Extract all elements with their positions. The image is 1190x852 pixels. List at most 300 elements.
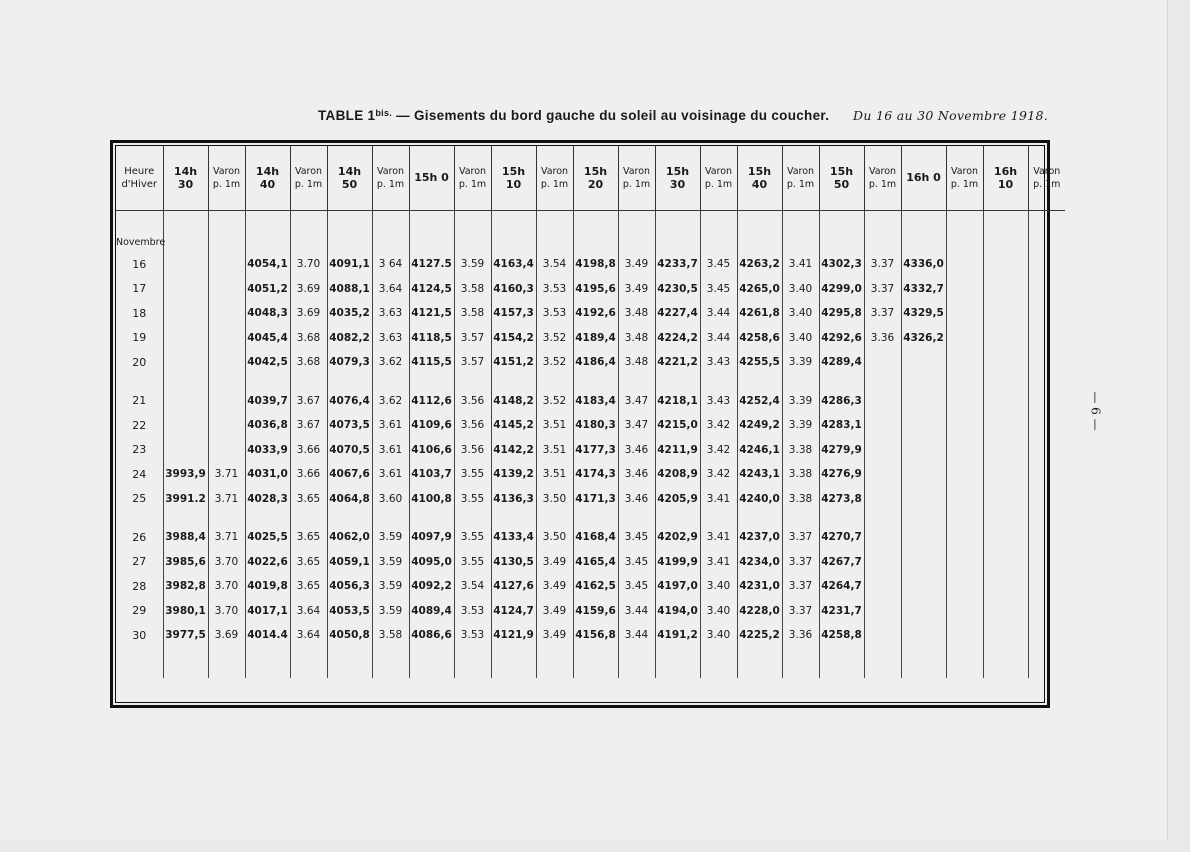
variation-cell: 3.41	[700, 487, 737, 512]
variation-cell: 3.51	[536, 438, 573, 463]
bearing-cell: 4079,3	[327, 350, 372, 375]
bearing-cell	[163, 277, 208, 302]
bearing-cell	[901, 550, 946, 575]
variation-cell: 3.69	[290, 277, 327, 302]
empty-cell	[655, 210, 700, 252]
variation-cell: 3.48	[618, 326, 655, 351]
header-variation	[618, 146, 655, 210]
header-time: 15h 10	[491, 146, 536, 210]
variation-cell	[946, 574, 983, 599]
bearing-cell	[983, 277, 1028, 302]
variation-cell: 3.65	[290, 487, 327, 512]
variation-cell: 3.55	[454, 550, 491, 575]
variation-cell: 3.38	[782, 462, 819, 487]
bearing-cell: 4258,6	[737, 326, 782, 351]
bearing-cell	[983, 550, 1028, 575]
table-row	[116, 599, 1065, 624]
variation-cell: 3.62	[372, 350, 409, 375]
variation-cell: 3.36	[864, 326, 901, 351]
variation-cell: 3.37	[782, 550, 819, 575]
variation-cell	[946, 389, 983, 414]
empty-cell	[782, 375, 819, 389]
table-row	[116, 462, 1065, 487]
variation-cell: 3.49	[536, 550, 573, 575]
bearing-cell: 4270,7	[819, 525, 864, 550]
variation-cell: 3.68	[290, 326, 327, 351]
bearing-cell: 4133,4	[491, 525, 536, 550]
bearing-cell: 4183,4	[573, 389, 618, 414]
header-variation	[946, 146, 983, 210]
variation-cell: 3.49	[536, 623, 573, 648]
bearing-cell: 4050,8	[327, 623, 372, 648]
empty-cell	[454, 511, 491, 525]
variation-cell: 3.40	[782, 277, 819, 302]
header-time: 14h 50	[327, 146, 372, 210]
empty-cell	[327, 375, 372, 389]
empty-cell	[491, 375, 536, 389]
variation-cell: 3.66	[290, 438, 327, 463]
empty-cell	[454, 648, 491, 678]
variation-cell: 3.54	[454, 574, 491, 599]
bearing-cell	[901, 487, 946, 512]
table-row	[116, 550, 1065, 575]
variation-cell: 3.57	[454, 326, 491, 351]
bearing-cell: 4249,2	[737, 413, 782, 438]
header-variation-line2: p. 1m	[212, 178, 241, 190]
bearing-cell: 4295,8	[819, 301, 864, 326]
empty-cell	[737, 210, 782, 252]
header-row	[116, 146, 1065, 210]
table-row	[116, 389, 1065, 414]
header-variation	[290, 146, 327, 210]
bearing-cell: 4157,3	[491, 301, 536, 326]
bearing-cell: 4211,9	[655, 438, 700, 463]
header-variation-line1: Varon	[622, 165, 651, 177]
table-row	[116, 438, 1065, 463]
variation-cell	[946, 462, 983, 487]
bearing-cell: 4048,3	[245, 301, 290, 326]
title-sup: bis.	[375, 108, 393, 118]
bearing-cell: 4252,4	[737, 389, 782, 414]
variation-cell: 3.63	[372, 301, 409, 326]
variation-cell	[208, 389, 245, 414]
empty-cell	[700, 648, 737, 678]
bearing-cell: 4263,2	[737, 252, 782, 277]
variation-cell: 3.64	[372, 277, 409, 302]
variation-cell	[946, 301, 983, 326]
table-row	[116, 252, 1065, 277]
header-variation-line2: p. 1m	[376, 178, 405, 190]
table-row	[116, 487, 1065, 512]
variation-cell	[864, 623, 901, 648]
bearing-cell: 4258,8	[819, 623, 864, 648]
empty-cell	[864, 375, 901, 389]
variation-cell: 3.40	[782, 326, 819, 351]
variation-cell: 3.42	[700, 438, 737, 463]
bearing-cell: 3982,8	[163, 574, 208, 599]
variation-cell	[946, 599, 983, 624]
empty-cell	[245, 210, 290, 252]
bearing-cell: 4231,0	[737, 574, 782, 599]
bearing-cell: 4095,0	[409, 550, 454, 575]
header-hour-line2: d'Hiver	[121, 178, 158, 190]
table-row	[116, 326, 1065, 351]
table-title	[318, 108, 1048, 123]
bearing-cell: 4267,7	[819, 550, 864, 575]
bearing-cell: 4255,5	[737, 350, 782, 375]
date-range: Du 16 au 30 Novembre 1918.	[853, 108, 1048, 123]
bearing-cell: 4017,1	[245, 599, 290, 624]
variation-cell	[208, 326, 245, 351]
variation-cell: 3.44	[618, 623, 655, 648]
day-cell: 20	[116, 350, 163, 375]
empty-cell	[208, 375, 245, 389]
bearing-cell: 4194,0	[655, 599, 700, 624]
variation-cell: 3.37	[782, 599, 819, 624]
bearing-cell	[983, 525, 1028, 550]
variation-cell: 3.59	[372, 574, 409, 599]
empty-cell	[163, 648, 208, 678]
bearing-cell: 4186,4	[573, 350, 618, 375]
variation-cell: 3.70	[208, 550, 245, 575]
variation-cell	[864, 550, 901, 575]
bearing-cell: 4124,5	[409, 277, 454, 302]
header-time: 15h 20	[573, 146, 618, 210]
header-time: 14h 40	[245, 146, 290, 210]
empty-cell	[454, 375, 491, 389]
bearing-cell: 4089,4	[409, 599, 454, 624]
variation-cell	[1028, 350, 1065, 375]
bearing-cell: 4100,8	[409, 487, 454, 512]
variation-cell	[946, 326, 983, 351]
bearing-cell	[163, 438, 208, 463]
empty-cell	[901, 511, 946, 525]
bearing-cell	[901, 350, 946, 375]
bearing-cell	[901, 623, 946, 648]
spacer-row	[116, 511, 1065, 525]
variation-cell: 3.48	[618, 301, 655, 326]
bearing-cell: 4109,6	[409, 413, 454, 438]
day-cell: 23	[116, 438, 163, 463]
header-variation-line1: Varon	[294, 165, 323, 177]
bearing-cell: 4240,0	[737, 487, 782, 512]
title-prefix: TABLE 1	[318, 108, 376, 123]
header-variation-line1: Varon	[950, 165, 979, 177]
bearing-cell	[983, 623, 1028, 648]
variation-cell: 3.56	[454, 438, 491, 463]
bearing-cell: 4124,7	[491, 599, 536, 624]
variation-cell	[864, 413, 901, 438]
bearing-cell: 4286,3	[819, 389, 864, 414]
bearing-cell	[983, 252, 1028, 277]
bearing-cell: 3980,1	[163, 599, 208, 624]
variation-cell	[864, 438, 901, 463]
header-variation-line2: p. 1m	[1033, 178, 1061, 190]
variation-cell: 3.45	[700, 252, 737, 277]
bearing-cell: 4243,1	[737, 462, 782, 487]
variation-cell	[946, 277, 983, 302]
empty-cell	[491, 210, 536, 252]
variation-cell: 3.71	[208, 462, 245, 487]
variation-cell: 3.45	[700, 277, 737, 302]
bearing-cell: 4218,1	[655, 389, 700, 414]
bearing-cell	[163, 326, 208, 351]
variation-cell: 3.37	[864, 277, 901, 302]
bearing-cell	[901, 389, 946, 414]
bearing-cell	[901, 462, 946, 487]
variation-cell: 3.49	[618, 252, 655, 277]
variation-cell: 3.40	[782, 301, 819, 326]
empty-cell	[290, 375, 327, 389]
bearing-cell: 4156,8	[573, 623, 618, 648]
variation-cell: 3.49	[618, 277, 655, 302]
bearing-cell: 4160,3	[491, 277, 536, 302]
bearing-cell	[983, 326, 1028, 351]
empty-cell	[782, 511, 819, 525]
table-row	[116, 350, 1065, 375]
empty-cell	[946, 375, 983, 389]
variation-cell: 3.53	[536, 277, 573, 302]
variation-cell: 3.44	[700, 301, 737, 326]
bearing-cell: 4191,2	[655, 623, 700, 648]
bearing-cell: 4231,7	[819, 599, 864, 624]
variation-cell: 3.70	[208, 574, 245, 599]
variation-cell: 3 64	[372, 252, 409, 277]
header-variation	[864, 146, 901, 210]
empty-cell	[372, 511, 409, 525]
variation-cell: 3.52	[536, 350, 573, 375]
bearing-cell: 4168,4	[573, 525, 618, 550]
variation-cell	[946, 438, 983, 463]
day-cell: 18	[116, 301, 163, 326]
bearing-cell	[163, 301, 208, 326]
variation-cell: 3.54	[536, 252, 573, 277]
empty-cell	[372, 375, 409, 389]
empty-cell	[983, 210, 1028, 252]
header-variation-line1: Varon	[540, 165, 569, 177]
variation-cell	[1028, 574, 1065, 599]
variation-cell: 3.59	[372, 525, 409, 550]
empty-cell	[737, 375, 782, 389]
bearing-cell: 4115,5	[409, 350, 454, 375]
bearing-cell: 4062,0	[327, 525, 372, 550]
empty-cell	[1028, 375, 1065, 389]
header-variation	[454, 146, 491, 210]
variation-cell: 3.67	[290, 413, 327, 438]
variation-cell: 3.66	[290, 462, 327, 487]
empty-cell	[864, 210, 901, 252]
variation-cell: 3.37	[782, 574, 819, 599]
empty-cell	[245, 511, 290, 525]
empty-cell	[491, 511, 536, 525]
empty-cell	[409, 511, 454, 525]
bearing-cell: 4208,9	[655, 462, 700, 487]
header-variation-line1: Varon	[376, 165, 405, 177]
bearing-cell: 4151,2	[491, 350, 536, 375]
variation-cell: 3.58	[372, 623, 409, 648]
bearing-cell: 4073,5	[327, 413, 372, 438]
empty-cell	[536, 648, 573, 678]
empty-cell	[245, 375, 290, 389]
title-text: — Gisements du bord gauche du soleil au voisinage du coucher.	[392, 108, 830, 123]
empty-cell	[245, 648, 290, 678]
variation-cell: 3.38	[782, 487, 819, 512]
bearing-cell	[983, 438, 1028, 463]
variation-cell: 3.59	[372, 599, 409, 624]
empty-cell	[819, 648, 864, 678]
variation-cell: 3.55	[454, 487, 491, 512]
bearing-cell: 4202,9	[655, 525, 700, 550]
bearing-cell: 4227,4	[655, 301, 700, 326]
bearing-cell: 4035,2	[327, 301, 372, 326]
variation-cell	[1028, 599, 1065, 624]
bearing-cell: 4054,1	[245, 252, 290, 277]
header-hour-label	[116, 146, 163, 210]
table-row	[116, 301, 1065, 326]
variation-cell	[208, 277, 245, 302]
day-cell: 16	[116, 252, 163, 277]
bearing-cell	[163, 413, 208, 438]
bearing-cell: 4336,0	[901, 252, 946, 277]
empty-cell	[946, 511, 983, 525]
variation-cell: 3.50	[536, 487, 573, 512]
variation-cell: 3.65	[290, 550, 327, 575]
bearing-cell	[901, 525, 946, 550]
header-variation-line1: Varon	[704, 165, 733, 177]
variation-cell: 3.38	[782, 438, 819, 463]
empty-cell	[983, 375, 1028, 389]
bearing-cell: 4276,9	[819, 462, 864, 487]
variation-cell: 3.51	[536, 462, 573, 487]
variation-cell	[946, 623, 983, 648]
bearing-cell: 4091,1	[327, 252, 372, 277]
variation-cell	[864, 599, 901, 624]
header-time: 15h 30	[655, 146, 700, 210]
variation-cell: 3.44	[618, 599, 655, 624]
bearing-cell	[163, 252, 208, 277]
variation-cell	[1028, 438, 1065, 463]
variation-cell	[946, 487, 983, 512]
bearing-cell: 4082,2	[327, 326, 372, 351]
bearing-cell: 4127.5	[409, 252, 454, 277]
variation-cell: 3.41	[700, 525, 737, 550]
bearing-cell: 4264,7	[819, 574, 864, 599]
variation-cell: 3.57	[454, 350, 491, 375]
empty-cell	[208, 210, 245, 252]
variation-cell: 3.53	[454, 623, 491, 648]
bearing-cell: 4171,3	[573, 487, 618, 512]
bearing-cell	[901, 599, 946, 624]
variation-cell: 3.42	[700, 413, 737, 438]
bearing-cell: 4289,4	[819, 350, 864, 375]
variation-cell: 3.58	[454, 277, 491, 302]
variation-cell: 3.50	[536, 525, 573, 550]
bearing-cell: 4145,2	[491, 413, 536, 438]
bearing-cell: 4199,9	[655, 550, 700, 575]
bearing-cell	[983, 487, 1028, 512]
header-variation-line1: Varon	[458, 165, 487, 177]
header-variation-line1: Varon	[1033, 165, 1061, 177]
variation-cell	[208, 252, 245, 277]
variation-cell	[946, 550, 983, 575]
bearing-cell: 4127,6	[491, 574, 536, 599]
header-variation	[372, 146, 409, 210]
empty-cell	[782, 648, 819, 678]
empty-cell	[372, 648, 409, 678]
spacer-row	[116, 375, 1065, 389]
day-cell: 21	[116, 389, 163, 414]
variation-cell	[1028, 462, 1065, 487]
table-body	[116, 210, 1065, 678]
bearing-cell: 4177,3	[573, 438, 618, 463]
empty-cell	[573, 375, 618, 389]
bearing-cell: 4039,7	[245, 389, 290, 414]
variation-cell: 3.56	[454, 413, 491, 438]
variation-cell	[1028, 326, 1065, 351]
bearing-cell: 4139,2	[491, 462, 536, 487]
header-variation	[208, 146, 245, 210]
variation-cell	[1028, 623, 1065, 648]
variation-cell	[864, 389, 901, 414]
bearing-cell: 4064,8	[327, 487, 372, 512]
variation-cell: 3.62	[372, 389, 409, 414]
variation-cell	[208, 350, 245, 375]
bearing-cell: 4028,3	[245, 487, 290, 512]
variation-cell	[946, 413, 983, 438]
bearing-cell: 4233,7	[655, 252, 700, 277]
variation-cell: 3.42	[700, 462, 737, 487]
bearing-cell: 4014.4	[245, 623, 290, 648]
bearing-cell: 4237,0	[737, 525, 782, 550]
variation-cell: 3.46	[618, 487, 655, 512]
bearing-cell: 4019,8	[245, 574, 290, 599]
header-time: 14h 30	[163, 146, 208, 210]
bearing-cell	[983, 413, 1028, 438]
table-row	[116, 623, 1065, 648]
bearing-cell: 4163,4	[491, 252, 536, 277]
month-label: Novembre	[116, 210, 163, 252]
variation-cell: 3.40	[700, 599, 737, 624]
variation-cell: 3.53	[454, 599, 491, 624]
bearing-cell: 4329,5	[901, 301, 946, 326]
variation-cell: 3.39	[782, 389, 819, 414]
empty-cell	[163, 511, 208, 525]
header-variation-line2: p. 1m	[868, 178, 897, 190]
variation-cell: 3.53	[536, 301, 573, 326]
header-variation-line2: p. 1m	[540, 178, 569, 190]
header-variation-line2: p. 1m	[458, 178, 487, 190]
header-time: 16h 0	[901, 146, 946, 210]
bearing-cell: 4059,1	[327, 550, 372, 575]
bearing-cell	[983, 574, 1028, 599]
empty-cell	[163, 375, 208, 389]
variation-cell: 3.63	[372, 326, 409, 351]
variation-cell: 3.69	[208, 623, 245, 648]
variation-cell: 3.45	[618, 525, 655, 550]
bearing-cell	[901, 438, 946, 463]
header-variation-line1: Varon	[868, 165, 897, 177]
bearing-cell: 4192,6	[573, 301, 618, 326]
bearing-cell: 4148,2	[491, 389, 536, 414]
bearing-cell: 4195,6	[573, 277, 618, 302]
bearing-cell: 4103,7	[409, 462, 454, 487]
empty-cell	[536, 511, 573, 525]
bearing-cell: 4162,5	[573, 574, 618, 599]
day-cell: 28	[116, 574, 163, 599]
empty-cell	[737, 511, 782, 525]
header-variation-line2: p. 1m	[950, 178, 979, 190]
variation-cell	[946, 350, 983, 375]
